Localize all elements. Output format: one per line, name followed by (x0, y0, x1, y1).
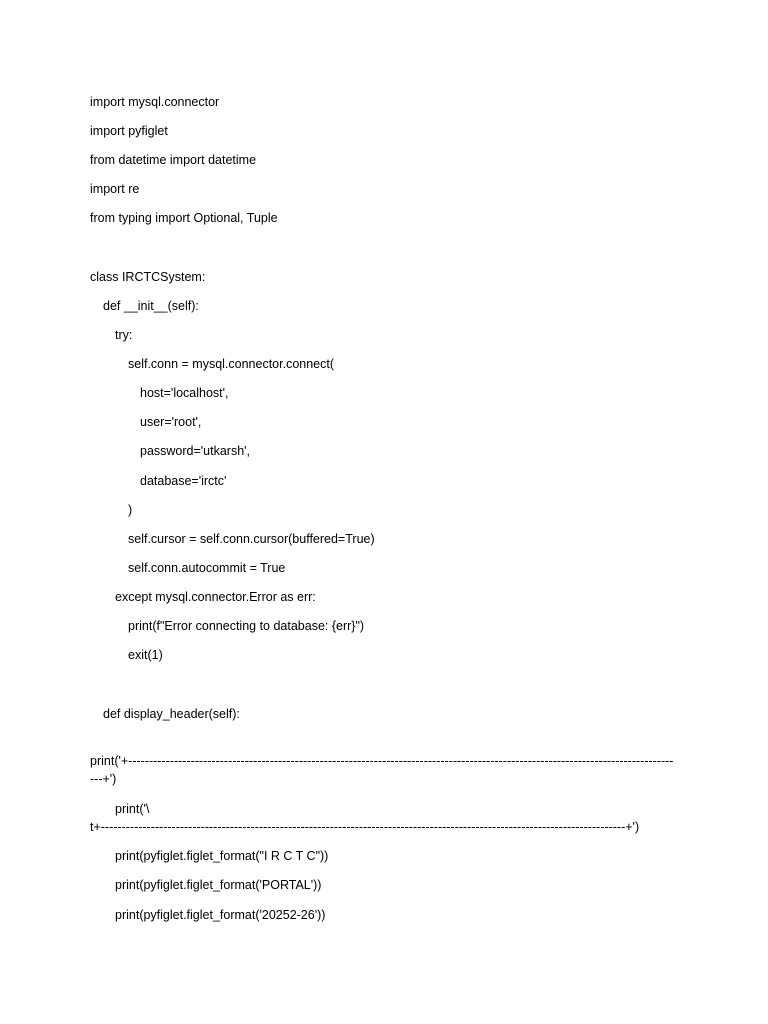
code-line-18: print(f"Error connecting to database: {err}") (128, 619, 365, 633)
code-line-6: class IRCTCSystem: (90, 270, 206, 284)
code-line-11: user='root', (140, 415, 202, 429)
code-line-24: t+------------------------------------------------------------------------------------------------------------------------------+') (90, 820, 640, 834)
code-line-17: except mysql.connector.Error as err: (115, 590, 316, 604)
code-line-2: import pyfiglet (90, 124, 168, 138)
code-line-15: self.cursor = self.conn.cursor(buffered=True) (128, 532, 375, 546)
code-line-9: self.conn = mysql.connector.connect( (128, 357, 335, 371)
code-line-10: host='localhost', (140, 386, 229, 400)
code-line-8: try: (115, 328, 133, 342)
code-line-7: def __init__(self): (103, 299, 199, 313)
code-line-19: exit(1) (128, 648, 163, 662)
code-line-22: ---+') (90, 772, 117, 786)
code-line-16: self.conn.autocommit = True (128, 561, 286, 575)
code-line-25: print(pyfiglet.figlet_format("I R C T C")) (115, 849, 329, 863)
code-line-27: print(pyfiglet.figlet_format('20252-26')) (115, 908, 326, 922)
code-line-4: import re (90, 182, 140, 196)
code-line-3: from datetime import datetime (90, 153, 257, 167)
code-line-1: import mysql.connector (90, 95, 220, 109)
code-line-26: print(pyfiglet.figlet_format('PORTAL')) (115, 878, 322, 892)
code-line-14: ) (128, 503, 133, 517)
code-line-12: password='utkarsh', (140, 444, 251, 458)
code-line-20: def display_header(self): (103, 707, 240, 721)
code-line-13: database='irctc' (140, 474, 227, 488)
code-line-21: print('+----------------------------------------------------------------------------------------------------------------------------------- (90, 754, 674, 768)
code-line-23: print('\ (115, 802, 150, 816)
code-line-5: from typing import Optional, Tuple (90, 211, 278, 225)
